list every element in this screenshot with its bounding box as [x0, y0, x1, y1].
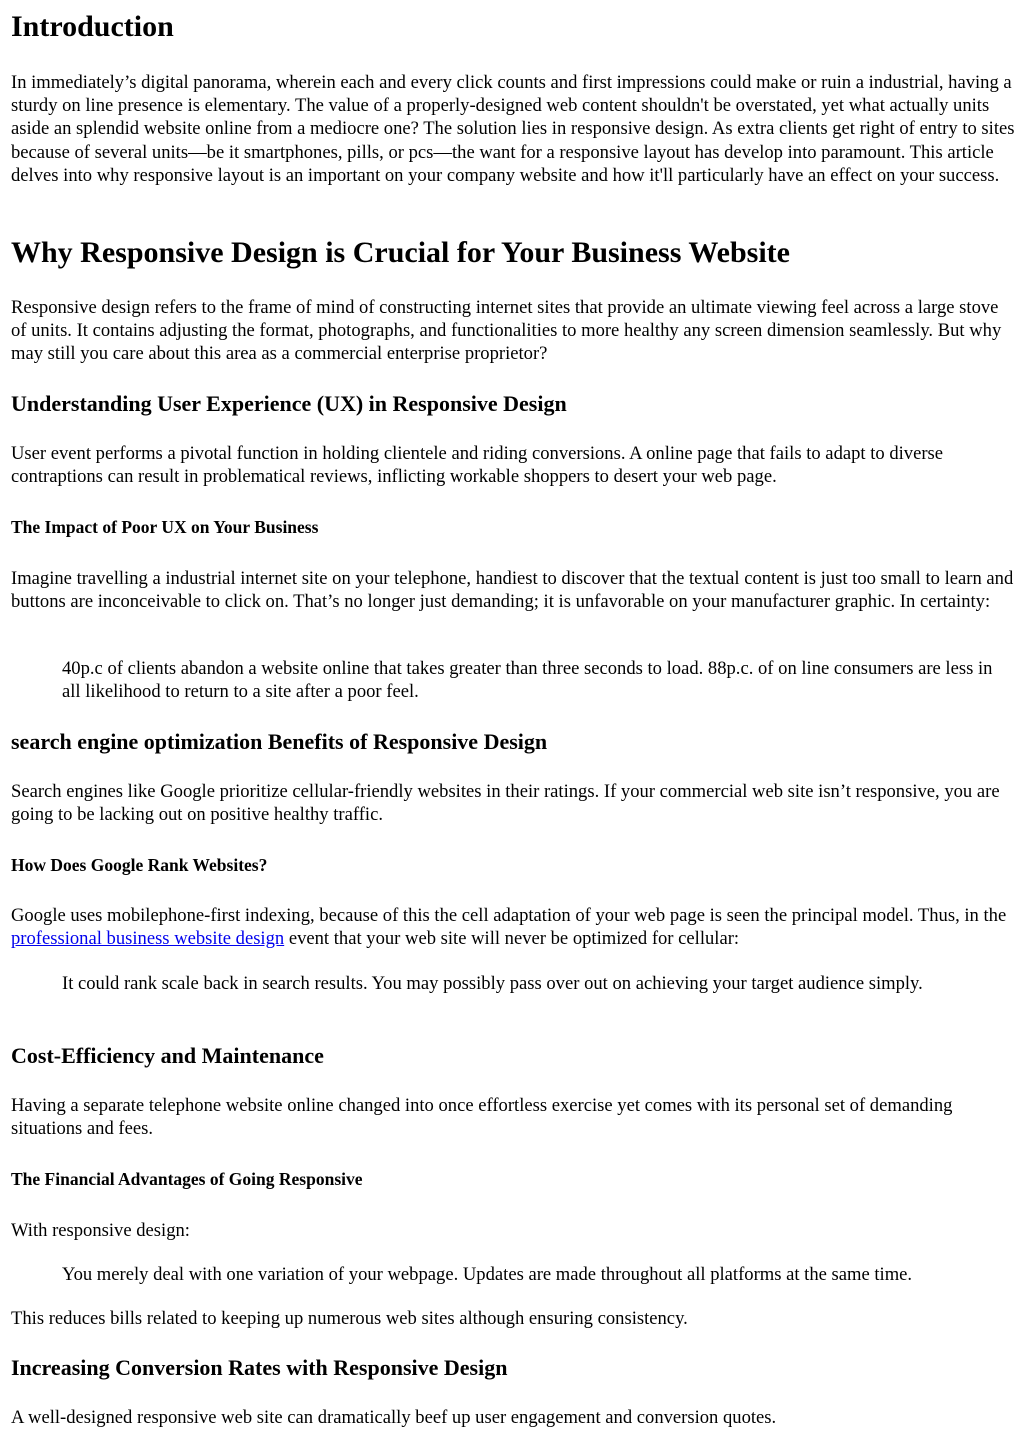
google-rank-heading: How Does Google Rank Websites?: [11, 855, 268, 875]
cost-paragraph: Having a separate telephone website online changed into once effortless exercise yet comes with its personal set of demanding situations and fees.: [11, 1095, 953, 1140]
google-rank-paragraph: [11, 904, 1015, 950]
poor-ux-paragraph: Imagine travelling a industrial internet site on your telephone, handiest to discover that the textual content is just too small to learn and buttons are inconceivable to click on. That’s no longer just demanding; it is unfavorable on your manufacturer graphic. In certainty:: [11, 568, 1014, 613]
conversion-heading: Increasing Conversion Rates with Responsive Design: [11, 1355, 508, 1380]
financial-quote: You merely deal with one variation of your webpage. Updates are made throughout all platforms at the same time.: [62, 1264, 913, 1285]
google-paragraph-text-after: event that your web site will never be optimized for cellular:: [284, 928, 740, 950]
google-paragraph-text-before: Google uses mobilephone-first indexing, because of this the cell adaptation of your web page is seen the principal model. Thus, in the: [11, 905, 1007, 926]
poor-ux-quote: 40p.c of clients abandon a website online that takes greater than three seconds to load. 88p.c. of on line consumers are less in all likelihood to return to a site after a poor feel.: [62, 658, 993, 703]
why-responsive-paragraph: Responsive design refers to the frame of mind of constructing internet sites that provide an ultimate viewing feel across a large stove of units. It contains adjusting the format, photographs, and functionalities to more healthy any screen dimension seamlessly. But why may still you care about this area as a commercial enterprise proprietor?: [11, 297, 1002, 365]
seo-paragraph: Search engines like Google prioritize cellular-friendly websites in their ratings. If your commercial web site isn’t responsive, you are going to be lacking out on positive healthy traffic.: [11, 781, 1000, 826]
financial-intro: With responsive design:: [11, 1220, 190, 1241]
intro-heading: Introduction: [11, 10, 174, 43]
intro-paragraph: In immediately’s digital panorama, wherein each and every click counts and first impressions could make or ruin a industrial, having a sturdy on line presence is elementary. The value of a properly-designed web content shouldn't be overstated, yet what actually units aside an splendid website online from a mediocre one? The solution lies in responsive design. As extra clients get right of entry to sites because of several units—be it smartphones, pills, or pcs—the want for a responsive layout has develop into paramount. This article delves into why responsive layout is an important on your company website and how it'll particularly have an effect on your success.: [11, 72, 1015, 186]
seo-heading: search engine optimization Benefits of Responsive Design: [11, 729, 548, 754]
financial-heading: The Financial Advantages of Going Responsive: [11, 1169, 363, 1189]
ux-heading: Understanding User Experience (UX) in Responsive Design: [11, 391, 567, 416]
cost-heading: Cost-Efficiency and Maintenance: [11, 1043, 324, 1068]
financial-paragraph: This reduces bills related to keeping up numerous web sites although ensuring consistency.: [11, 1308, 688, 1329]
google-rank-quote: It could rank scale back in search results. You may possibly pass over out on achieving your target audience simply.: [62, 973, 923, 994]
professional-website-design-link[interactable]: professional business website design: [11, 928, 285, 950]
why-responsive-heading: Why Responsive Design is Crucial for Your Business Website: [11, 236, 790, 269]
ux-paragraph: User event performs a pivotal function in holding clientele and riding conversions. A online page that fails to adapt to diverse contraptions can result in problematical reviews, inflicting workable shoppers to desert your web page.: [11, 443, 944, 488]
conversion-paragraph: A well-designed responsive web site can dramatically beef up user engagement and conversion quotes.: [11, 1407, 777, 1428]
poor-ux-heading: The Impact of Poor UX on Your Business: [11, 517, 319, 537]
